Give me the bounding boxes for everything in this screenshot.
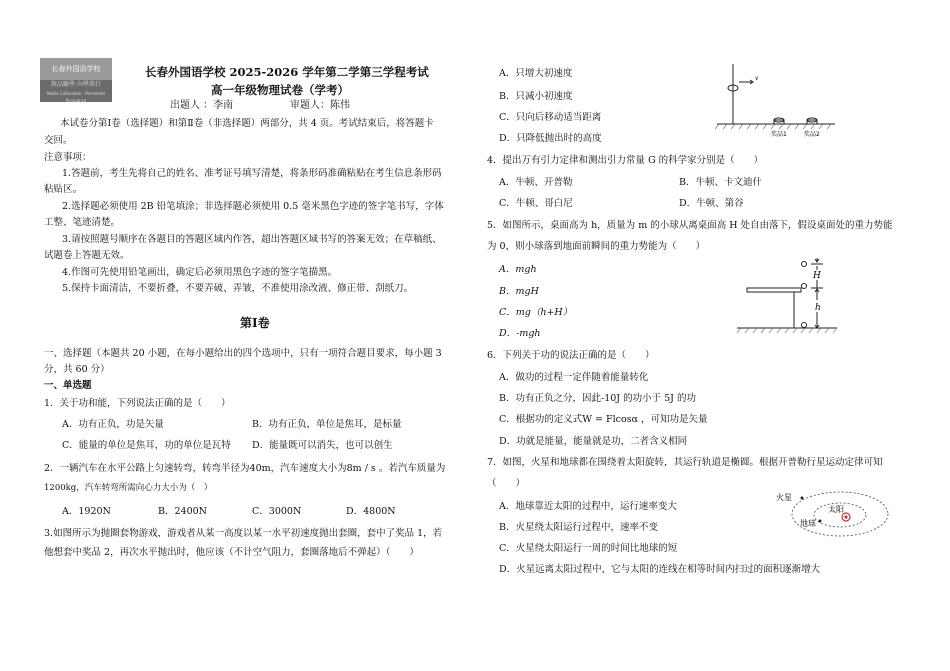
author: 出题人 ：李南 xyxy=(170,100,234,111)
notice-5: 5.保持卡面清洁，不要折叠，不要弄破、弄皱，不准使用涂改液、修正带、刮纸刀。 xyxy=(62,283,414,294)
q5-option-d: D．-mgh xyxy=(499,328,541,339)
q7-option-b: B．火星绕太阳运行过程中，速率不变 xyxy=(499,522,658,533)
q1-option-d: D．能量既可以消失，也可以创生 xyxy=(252,440,393,451)
q7-option-c: C．火星绕太阳运行一周的时间比地球的短 xyxy=(499,543,678,554)
q5-stem2: 为 0，则小球落到地面前瞬间的重力势能为（ ） xyxy=(487,241,706,252)
q7-figure-mars-label: 火星 xyxy=(776,493,792,502)
q7-figure xyxy=(772,484,902,544)
intro-line2: 交回。 xyxy=(44,135,73,146)
q4-option-a: A．牛顿、开普勒 xyxy=(499,177,573,188)
notice-heading: 注意事项： xyxy=(44,152,92,163)
reviewer: 审题人：陈伟 xyxy=(290,100,350,111)
q5-figure-H-label: H xyxy=(813,271,821,281)
q3-figure-prize2-label: 奖品2 xyxy=(804,131,820,138)
q2-option-c: C．3000N xyxy=(252,506,302,517)
intro-line1: 本试卷分第Ⅰ卷（选择题）和第Ⅱ卷（非选择题）两部分，共 4 页。考试结束后，将答题卡 xyxy=(60,118,434,129)
q3-option-a: A．只增大初速度 xyxy=(499,68,573,79)
q3-figure-prize1-label: 奖品1 xyxy=(771,131,787,138)
q7-figure-sun-label: 太阳 xyxy=(828,505,844,514)
q1-stem: 1．关于功和能，下列说法正确的是（ ） xyxy=(44,398,231,409)
exam-title: 长春外国语学校 2025-2026 学年第二学第三学程考试 xyxy=(145,65,429,79)
q2-stem2: 1200kg，汽车转弯所需向心力大小为（ ） xyxy=(44,483,213,493)
notice-4: 4.作图可先使用铅笔画出，确定后必须用黑色字迹的签字笔描黑。 xyxy=(62,267,338,278)
q6-option-a: A．做功的过程一定伴随着能量转化 xyxy=(499,372,649,383)
logo-name: 长春外国语学校 xyxy=(40,58,112,80)
exam-subtitle: 高一年级物理试卷（学考） xyxy=(211,83,349,97)
q3-figure-v-label: v xyxy=(755,75,759,82)
q5-figure-h-label: h xyxy=(815,303,821,313)
q6-option-b: B．功有正负之分，因此-10J 的功小于 5J 的功 xyxy=(499,393,697,404)
q7-option-a: A．地球靠近太阳的过程中，运行速率变大 xyxy=(499,501,677,512)
q2-option-a: A．1920N xyxy=(62,506,111,517)
single-choice-heading: 一、单选题 xyxy=(44,380,92,391)
q6-option-c: C．根据功的定义式W = Flcosα ，可知功是矢量 xyxy=(499,414,708,425)
q7-figure-earth-label: 地球 xyxy=(800,519,816,528)
section-desc2: 分，共 60 分） xyxy=(44,364,110,375)
q1-option-c: C．能量的单位是焦耳，功的单位是瓦特 xyxy=(62,440,231,451)
notice-3a: 3.请按照题号顺序在各题目的答题区域内作答，超出答题区域书写的答案无效；在草稿纸、 xyxy=(62,234,442,245)
q5-figure xyxy=(737,256,847,336)
q5-option-a: A．mgh xyxy=(499,264,537,275)
notice-3b: 试题卷上答题无效。 xyxy=(44,250,130,261)
school-logo xyxy=(40,58,112,102)
q5-option-b: B．mgH xyxy=(499,286,539,297)
notice-1a: 1.答题前，考生先将自己的姓名、准考证号填写清楚，将条形码准确粘贴在考生信息条形码 xyxy=(62,168,442,179)
q7-option-d: D．火星远离太阳过程中，它与太阳的连线在相等时间内扫过的面积逐渐增大 xyxy=(499,564,821,575)
q3-stem2: 他想套中奖品 2，再次水平抛出时，他应该（不计空气阻力，套圈落地后不弹起）（ ） xyxy=(44,547,419,558)
q3-figure xyxy=(715,58,865,146)
q4-option-b: B．牛顿、卡文迪什 xyxy=(679,177,762,188)
logo-motto-en: Noble Cultivation · Persistent Pursuance xyxy=(46,91,106,103)
q4-option-d: D．牛顿、第谷 xyxy=(679,198,744,209)
q2-stem1: 2．一辆汽车在水平公路上匀速转弯，转弯半径为40m，汽车速度大小为8m / s 。若汽车质量为 xyxy=(44,463,446,474)
q1-option-a: A．功有正负，功是矢量 xyxy=(62,419,164,430)
q6-option-d: D．功就是能量，能量就是功，二者含义相同 xyxy=(499,436,688,447)
q2-option-b: B．2400N xyxy=(158,506,207,517)
q3-option-d: D．只降低抛出时的高度 xyxy=(499,133,602,144)
q2-option-d: D．4800N xyxy=(346,506,396,517)
q7-stem2: （ ） xyxy=(487,478,526,489)
notice-2b: 工整、笔迹清楚。 xyxy=(44,217,121,228)
q3-option-c: C．只向后移动适当距离 xyxy=(499,112,602,123)
section-desc1: 一、选择题（本题共 20 小题，在每小题给出的四个选项中，只有一项符合题目要求，每小题 3 xyxy=(44,348,442,359)
q4-option-c: C．牛顿、哥白尼 xyxy=(499,198,573,209)
section-title: 第Ⅰ卷 xyxy=(240,316,270,330)
q3-stem1: 3.如图所示为抛圈套物游戏，游戏者从某一高度以某一水平初速度抛出套圈，套中了奖品 1，若 xyxy=(44,528,443,539)
q7-stem1: 7．如图，火星和地球都在围绕着太阳旋转，其运行轨道是椭圆。根据开普勒行星运动定律可知 xyxy=(487,457,883,468)
notice-1b: 粘贴区。 xyxy=(44,184,83,195)
q5-option-c: C．mg（h+H） xyxy=(499,307,573,318)
q6-stem: 6．下列关于功的说法正确的是（ ） xyxy=(487,350,655,361)
q4-stem: 4．提出万有引力定律和测出引力常量 G 的科学家分别是（ ） xyxy=(487,155,764,166)
q5-stem1: 5．如图所示，桌面高为 h，质量为 m 的小球从离桌面高 H 处自由落下，假设桌面处的重力势能 xyxy=(487,220,893,231)
logo-motto: 敦品勵學 向學篤行 xyxy=(51,81,101,88)
notice-2a: 2.选择题必须使用 2B 铅笔填涂；非选择题必须使用 0.5 毫米黑色字迹的签字笔书写，字体 xyxy=(62,201,444,212)
q1-option-b: B．功有正负，单位是焦耳，是标量 xyxy=(252,419,402,430)
q3-option-b: B．只减小初速度 xyxy=(499,91,573,102)
